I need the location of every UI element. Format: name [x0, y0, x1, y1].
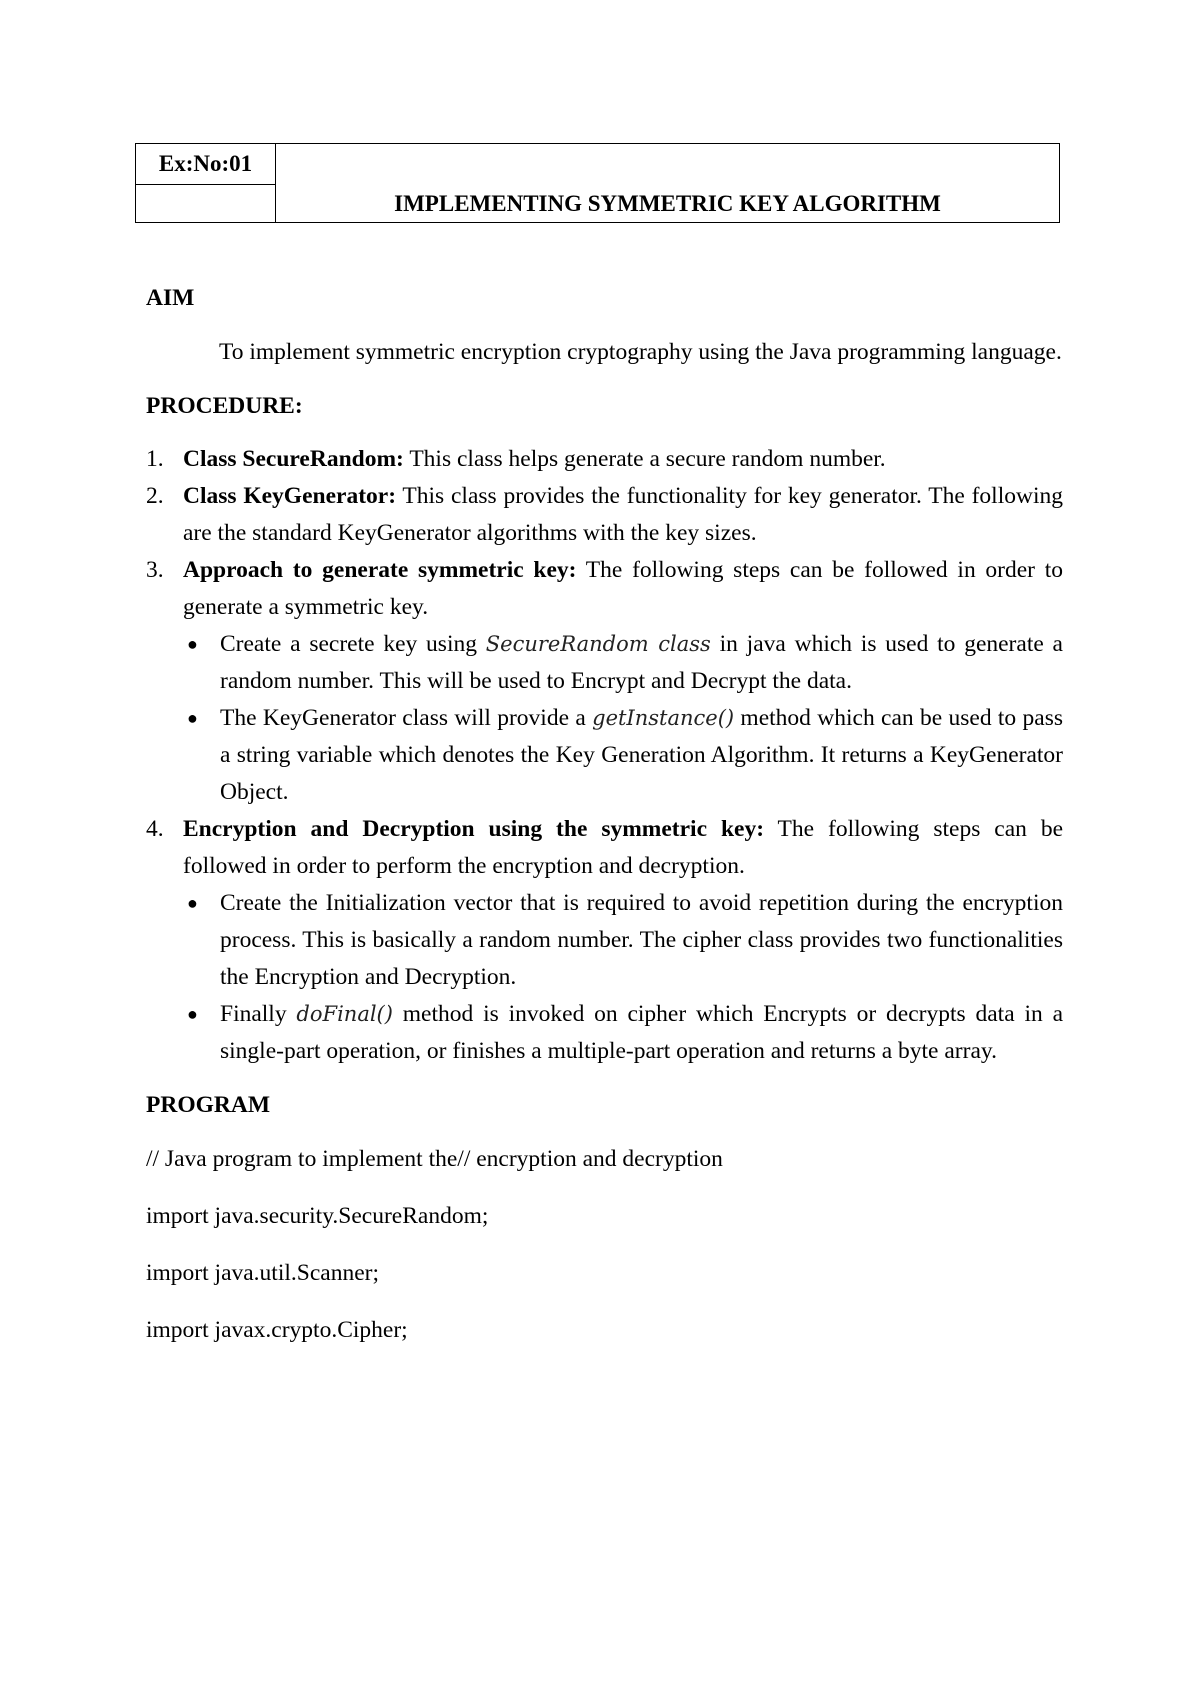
document-body [146, 280, 1063, 1369]
item-bold-label: Class SecureRandom: [183, 446, 404, 472]
bullet-icon: ● [187, 1004, 198, 1024]
procedure-item-2 [146, 478, 1063, 552]
bullet-item [183, 626, 1063, 700]
code-line: import java.util.Scanner; [146, 1260, 379, 1286]
item-number: 3. [146, 557, 164, 583]
code-line: import java.security.SecureRandom; [146, 1203, 489, 1229]
bullet-text: Create a secrete key using [220, 631, 486, 657]
item-bold-label: Encryption and Decryption using the symmetric key: [183, 816, 765, 842]
program-code [146, 1141, 1063, 1349]
code-line: // Java program to implement the// encryption and decryption [146, 1146, 723, 1172]
bullet-text: Finally [220, 1001, 297, 1027]
procedure-list [146, 441, 1063, 1070]
bullet-item [183, 996, 1063, 1070]
item-bold-label: Class KeyGenerator: [183, 483, 397, 509]
exercise-number: Ex:No:01 [158, 151, 253, 176]
bullet-text: The KeyGenerator class will provide a [220, 705, 593, 731]
bullet-text: in java which is used to generate a random number. This will be used to Encrypt and Decrypt the data. [220, 631, 1063, 694]
code-line: import javax.crypto.Cipher; [146, 1317, 408, 1343]
bullet-icon: ● [187, 634, 198, 654]
bullet-text: Create the Initialization vector that is required to avoid repetition during the encryption process. This is basically a random number. The cipher class provides two functionalities the Encryption and Decryption. [220, 890, 1063, 990]
bullet-italic: getInstance() [592, 706, 735, 730]
bullet-italic: SecureRandom class [485, 632, 711, 656]
procedure-heading: PROCEDURE: [146, 393, 303, 419]
item-text: The following steps can be followed in order to generate a symmetric key. [183, 557, 1064, 620]
procedure-item-4 [146, 811, 1063, 1070]
procedure-item-1 [146, 441, 1063, 478]
bullet-list [183, 626, 1063, 811]
program-heading: PROGRAM [146, 1092, 271, 1118]
table-divider-horizontal [136, 184, 275, 185]
item-text: This class helps generate a secure random number. [403, 446, 886, 472]
bullet-italic: doFinal() [296, 1002, 393, 1026]
item-text: The following steps can be followed in order to perform the encryption and decryption. [183, 816, 1063, 879]
item-text: This class provides the functionality for key generator. The following are the standard KeyGenerator algorithms with the key sizes. [183, 483, 1063, 546]
bullet-icon: ● [187, 893, 198, 913]
item-number: 4. [146, 816, 164, 842]
bullet-icon: ● [187, 708, 198, 728]
bullet-text: method which can be used to pass a string variable which denotes the Key Generation Algorithm. It returns a KeyGenerator Object. [220, 705, 1063, 805]
bullet-item [183, 885, 1063, 996]
aim-heading: AIM [146, 285, 195, 311]
item-bold-label: Approach to generate symmetric key: [183, 557, 577, 583]
item-number: 1. [146, 446, 164, 472]
aim-text: To implement symmetric encryption cryptography using the Java programming language. [219, 339, 1062, 365]
procedure-item-3 [146, 552, 1063, 811]
bullet-item [183, 700, 1063, 811]
item-number: 2. [146, 483, 164, 509]
bullet-text: method is invoked on cipher which Encrypts or decrypts data in a single-part operation, or finishes a multiple-part operation and returns a byte array. [220, 1001, 1063, 1064]
exercise-title: IMPLEMENTING SYMMETRIC KEY ALGORITHM [394, 191, 941, 216]
bullet-list [183, 885, 1063, 1070]
header-table [135, 143, 1060, 223]
